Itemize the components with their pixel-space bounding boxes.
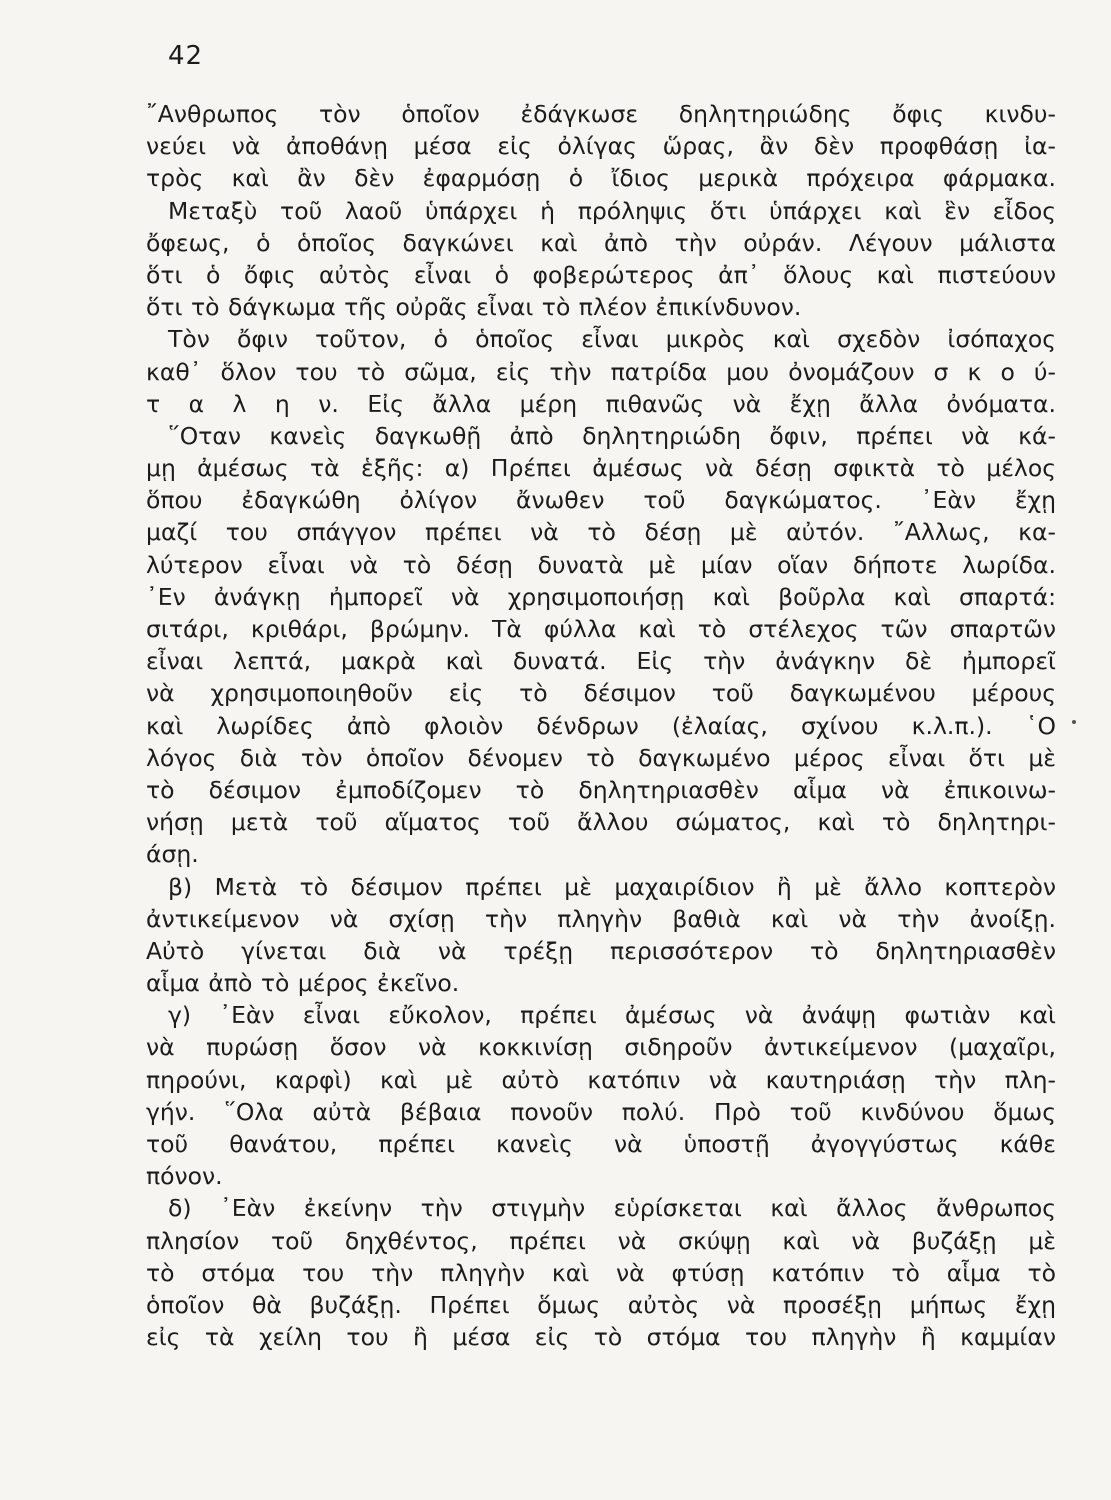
text-line: τὸ στόμα του τὴν πληγὴν καὶ νὰ φτύσῃ κατόπιν τὸ αἷμα τὸ bbox=[146, 1258, 1056, 1287]
text-line: τὸ δέσιμον ἐμποδίζομεν τὸ δηλητηριασθὲν αἷμα νὰ ἐπικοινω- bbox=[146, 775, 1056, 804]
text-line: ᾿Εν ἀνάγκῃ ἠμπορεῖ νὰ χρησιμοποιήσῃ καὶ βοῦρλα καὶ σπαρτά: bbox=[146, 582, 1056, 611]
text-line: πηρούνι, καρφὶ) καὶ μὲ αὐτὸ κατόπιν νὰ καυτηριάσῃ τὴν πλη- bbox=[146, 1065, 1056, 1094]
text-line: νὰ χρησιμοποιηθοῦν εἰς τὸ δέσιμον τοῦ δαγκωμένου μέρους bbox=[146, 679, 1056, 708]
text-line: Τὸν ὄφιν τοῦτον, ὁ ὁποῖος εἶναι μικρὸς καὶ σχεδὸν ἰσόπαχος bbox=[168, 325, 1056, 354]
text-line: τρὸς καὶ ἂν δὲν ἐφαρμόσῃ ὁ ἴδιος μερικὰ πρόχειρα φάρμακα. bbox=[146, 164, 1056, 193]
text-line: μαζί του σπάγγον πρέπει νὰ τὸ δέσῃ μὲ αὐτόν. ῎Αλλως, κα- bbox=[146, 518, 1056, 547]
page-number: 42 bbox=[168, 41, 204, 71]
text-line: γήν. ῞Ολα αὐτὰ βέβαια πονοῦν πολύ. Πρὸ τοῦ κινδύνου ὅμως bbox=[146, 1097, 1056, 1126]
text-line: νήσῃ μετὰ τοῦ αἵματος τοῦ ἄλλου σώματος, καὶ τὸ δηλητηρι- bbox=[146, 808, 1056, 837]
text-line: τ α λ η ν. Εἰς ἄλλα μέρη πιθανῶς νὰ ἔχῃ ἄλλα ὀνόματα. bbox=[146, 389, 1056, 418]
text-line: πλησίον τοῦ δηχθέντος, πρέπει νὰ σκύψῃ καὶ νὰ βυζάξῃ μὲ bbox=[146, 1226, 1056, 1255]
text-line: ὅτι ὁ ὄφις αὐτὸς εἶναι ὁ φοβερώτερος ἀπ᾿ ὅλους καὶ πιστεύουν bbox=[146, 260, 1056, 289]
text-line: σιτάρι, κριθάρι, βρώμην. Τὰ φύλλα καὶ τὸ στέλεχος τῶν σπαρτῶν bbox=[146, 615, 1056, 643]
text-line: καθ᾿ ὅλον του τὸ σῶμα, εἰς τὴν πατρίδα μου ὀνομάζουν σ κ ο ύ- bbox=[146, 357, 1056, 386]
text-line: ῎Ανθρωπος τὸν ὁποῖον ἐδάγκωσε δηλητηριώδης ὄφις κινδυ- bbox=[146, 100, 1056, 128]
text-line: λόγος διὰ τὸν ὁποῖον δένομεν τὸ δαγκωμένο μέρος εἶναι ὅτι μὲ bbox=[146, 743, 1056, 772]
text-line: δ) ᾿Εὰν ἐκείνην τὴν στιγμὴν εὑρίσκεται καὶ ἄλλος ἄνθρωπος bbox=[168, 1194, 1056, 1223]
text-line: εἰς τὰ χείλη του ἢ μέσα εἰς τὸ στόμα του πληγὴν ἢ καμμίαν bbox=[146, 1323, 1056, 1352]
print-speck bbox=[1072, 720, 1076, 724]
text-line: ὄφεως, ὁ ὁποῖος δαγκώνει καὶ ἀπὸ τὴν οὐράν. Λέγουν μάλιστα bbox=[146, 228, 1056, 257]
text-line: αἷμα ἀπὸ τὸ μέρος ἐκεῖνο. bbox=[146, 969, 460, 998]
text-line: ἀντικείμενον νὰ σχίσῃ τὴν πληγὴν βαθιὰ καὶ νὰ τὴν ἀνοίξῃ. bbox=[146, 904, 1056, 933]
text-line: νεύει νὰ ἀποθάνῃ μέσα εἰς ὀλίγας ὥρας, ἂν δὲν προφθάσῃ ἰα- bbox=[146, 132, 1056, 161]
text-line: ὅπου ἐδαγκώθη ὀλίγον ἄνωθεν τοῦ δαγκώματος. ᾿Εὰν ἔχῃ bbox=[146, 486, 1056, 515]
text-line: ῞Οταν κανεὶς δαγκωθῇ ἀπὸ δηλητηριώδη ὄφιν, πρέπει νὰ κά- bbox=[168, 421, 1056, 450]
text-line: άσῃ. bbox=[146, 840, 199, 869]
text-line: πόνον. bbox=[146, 1162, 223, 1191]
text-line: τοῦ θανάτου, πρέπει κανεὶς νὰ ὑποστῇ ἀγογγύστως κάθε bbox=[146, 1130, 1056, 1158]
text-line: εἶναι λεπτά, μακρὰ καὶ δυνατά. Εἰς τὴν ἀνάγκην δὲ ἠμπορεῖ bbox=[146, 647, 1056, 676]
text-line: Μεταξὺ τοῦ λαοῦ ὑπάρχει ἡ πρόληψις ὅτι ὑπάρχει καὶ ἓν εἶδος bbox=[168, 196, 1056, 225]
text-line: νὰ πυρώσῃ ὅσον νὰ κοκκινίσῃ σιδηροῦν ἀντικείμενον (μαχαῖρι, bbox=[146, 1033, 1056, 1062]
text-line: ὁποῖον θὰ βυζάξῃ. Πρέπει ὅμως αὐτὸς νὰ προσέξῃ μήπως ἔχῃ bbox=[146, 1290, 1056, 1319]
text-line: μῃ ἀμέσως τὰ ἑξῆς: α) Πρέπει ἀμέσως νὰ δέσῃ σφικτὰ τὸ μέλος bbox=[146, 454, 1056, 483]
text-line: καὶ λωρίδες ἀπὸ φλοιὸν δένδρων (ἐλαίας, σχίνου κ.λ.π.). ῾Ο bbox=[146, 711, 1056, 740]
body-text bbox=[146, 98, 1056, 1353]
text-line: γ) ᾿Εὰν εἶναι εὔκολον, πρέπει ἀμέσως νὰ ἀνάψῃ φωτιὰν καὶ bbox=[168, 1001, 1056, 1030]
text-line: ὅτι τὸ δάγκωμα τῆς οὐρᾶς εἶναι τὸ πλέον ἐπικίνδυνον. bbox=[146, 293, 802, 322]
text-line: β) Μετὰ τὸ δέσιμον πρέπει μὲ μαχαιρίδιον ἢ μὲ ἄλλο κοπτερὸν bbox=[168, 872, 1056, 901]
text-line: λύτερον εἶναι νὰ τὸ δέσῃ δυνατὰ μὲ μίαν οἵαν δήποτε λωρίδα. bbox=[146, 550, 1056, 579]
text-line: Αὐτὸ γίνεται διὰ νὰ τρέξῃ περισσότερον τὸ δηλητηριασθὲν bbox=[146, 936, 1056, 965]
